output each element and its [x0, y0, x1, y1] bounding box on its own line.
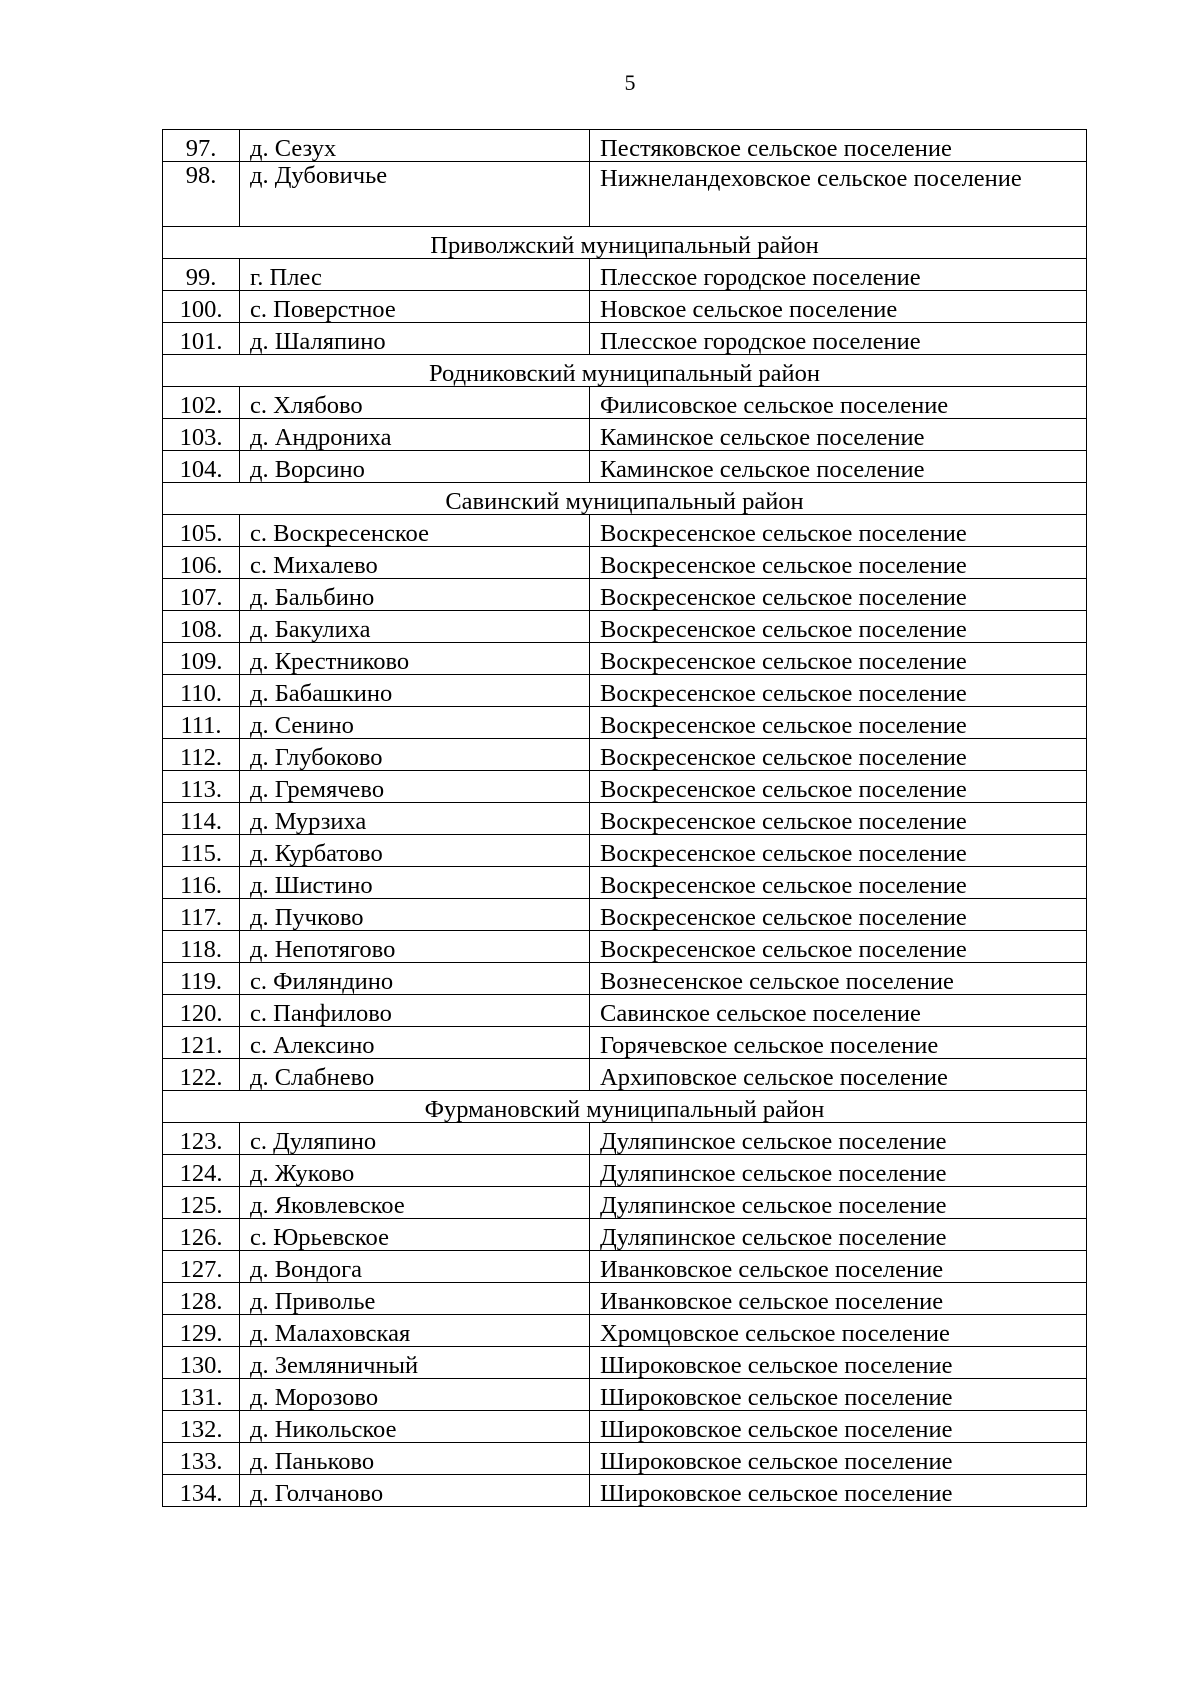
row-number: 100.: [163, 291, 240, 323]
district-heading-row: [163, 483, 1087, 515]
locality-name: д. Крестниково: [240, 643, 590, 675]
table-row: [163, 1155, 1087, 1187]
row-number: 123.: [163, 1123, 240, 1155]
table-row: [163, 675, 1087, 707]
row-number: 125.: [163, 1187, 240, 1219]
table-row: [163, 1379, 1087, 1411]
table-row: [163, 643, 1087, 675]
settlement-name: Новское сельское поселение: [590, 291, 1087, 323]
row-number: 98.: [163, 162, 240, 227]
table-row: [163, 995, 1087, 1027]
row-number: 111.: [163, 707, 240, 739]
table-row: [163, 899, 1087, 931]
settlements-table: [162, 129, 1087, 1507]
settlement-name: Воскресенское сельское поселение: [590, 835, 1087, 867]
settlement-name: Хромцовское сельское поселение: [590, 1315, 1087, 1347]
settlement-name: Савинское сельское поселение: [590, 995, 1087, 1027]
table-row: [163, 1251, 1087, 1283]
row-number: 109.: [163, 643, 240, 675]
locality-name: с. Юрьевское: [240, 1219, 590, 1251]
row-number: 127.: [163, 1251, 240, 1283]
settlement-name: Воскресенское сельское поселение: [590, 771, 1087, 803]
settlement-name: Дуляпинское сельское поселение: [590, 1123, 1087, 1155]
row-number: 133.: [163, 1443, 240, 1475]
settlement-name: Иванковское сельское поселение: [590, 1251, 1087, 1283]
row-number: 134.: [163, 1475, 240, 1507]
settlement-name: Дуляпинское сельское поселение: [590, 1187, 1087, 1219]
locality-name: с. Панфилово: [240, 995, 590, 1027]
row-number: 118.: [163, 931, 240, 963]
settlement-name: Дуляпинское сельское поселение: [590, 1155, 1087, 1187]
row-number: 117.: [163, 899, 240, 931]
district-heading-row: [163, 355, 1087, 387]
table-row: [163, 803, 1087, 835]
settlement-name: Воскресенское сельское поселение: [590, 675, 1087, 707]
locality-name: д. Земляничный: [240, 1347, 590, 1379]
settlement-name: Широковское сельское поселение: [590, 1475, 1087, 1507]
locality-name: д. Пучково: [240, 899, 590, 931]
settlement-name: Воскресенское сельское поселение: [590, 899, 1087, 931]
row-number: 106.: [163, 547, 240, 579]
settlement-name: Воскресенское сельское поселение: [590, 707, 1087, 739]
settlement-name: Плесское городское поселение: [590, 323, 1087, 355]
table-row: [163, 1475, 1087, 1507]
row-number: 115.: [163, 835, 240, 867]
locality-name: д. Никольское: [240, 1411, 590, 1443]
table-row: [163, 1315, 1087, 1347]
row-number: 113.: [163, 771, 240, 803]
row-number: 128.: [163, 1283, 240, 1315]
row-number: 124.: [163, 1155, 240, 1187]
row-number: 120.: [163, 995, 240, 1027]
settlement-name: Горячевское сельское поселение: [590, 1027, 1087, 1059]
row-number: 97.: [163, 130, 240, 162]
district-heading: Савинский муниципальный район: [163, 483, 1087, 515]
row-number: 112.: [163, 739, 240, 771]
settlement-name: Архиповское сельское поселение: [590, 1059, 1087, 1091]
page-number: 5: [624, 70, 636, 95]
locality-name: д. Морозово: [240, 1379, 590, 1411]
settlement-name: Воскресенское сельское поселение: [590, 547, 1087, 579]
locality-name: д. Паньково: [240, 1443, 590, 1475]
settlement-name: Воскресенское сельское поселение: [590, 579, 1087, 611]
district-heading-row: [163, 1091, 1087, 1123]
district-heading-row: [163, 227, 1087, 259]
locality-name: д. Малаховская: [240, 1315, 590, 1347]
row-number: 131.: [163, 1379, 240, 1411]
locality-name: д. Яковлевское: [240, 1187, 590, 1219]
settlement-name: Широковское сельское поселение: [590, 1443, 1087, 1475]
row-number: 102.: [163, 387, 240, 419]
locality-name: г. Плес: [240, 259, 590, 291]
settlement-name: Вознесенское сельское поселение: [590, 963, 1087, 995]
table-row: [163, 835, 1087, 867]
row-number: 130.: [163, 1347, 240, 1379]
locality-name: д. Шаляпино: [240, 323, 590, 355]
locality-name: д. Ворсино: [240, 451, 590, 483]
settlement-name: Широковское сельское поселение: [590, 1411, 1087, 1443]
locality-name: д. Приволье: [240, 1283, 590, 1315]
settlement-name: Воскресенское сельское поселение: [590, 611, 1087, 643]
table-row: [163, 1187, 1087, 1219]
settlement-name: Дуляпинское сельское поселение: [590, 1219, 1087, 1251]
locality-name: д. Сенино: [240, 707, 590, 739]
locality-name: д. Бальбино: [240, 579, 590, 611]
settlement-name: Воскресенское сельское поселение: [590, 739, 1087, 771]
table-row: [163, 1123, 1087, 1155]
table-row: [163, 1059, 1087, 1091]
row-number: 104.: [163, 451, 240, 483]
locality-name: д. Непотягово: [240, 931, 590, 963]
locality-name: с. Воскресенское: [240, 515, 590, 547]
table-row: [163, 771, 1087, 803]
table-row: [163, 323, 1087, 355]
row-number: 132.: [163, 1411, 240, 1443]
table-row: [163, 451, 1087, 483]
settlement-name: Филисовское сельское поселение: [590, 387, 1087, 419]
row-number: 122.: [163, 1059, 240, 1091]
settlement-name: Широковское сельское поселение: [590, 1347, 1087, 1379]
district-heading: Фурмановский муниципальный район: [163, 1091, 1087, 1123]
table-row: [163, 579, 1087, 611]
locality-name: д. Гремячево: [240, 771, 590, 803]
locality-name: с. Хлябово: [240, 387, 590, 419]
table-row: [163, 963, 1087, 995]
locality-name: д. Слабнево: [240, 1059, 590, 1091]
row-number: 121.: [163, 1027, 240, 1059]
locality-name: д. Мурзиха: [240, 803, 590, 835]
row-number: 103.: [163, 419, 240, 451]
settlement-name: Широковское сельское поселение: [590, 1379, 1087, 1411]
settlement-name: Нижнеландеховское сельское поселение: [590, 162, 1087, 227]
table-row: [163, 515, 1087, 547]
table-row: [163, 419, 1087, 451]
table-row: [163, 931, 1087, 963]
district-heading: Родниковский муниципальный район: [163, 355, 1087, 387]
settlement-name: Воскресенское сельское поселение: [590, 643, 1087, 675]
locality-name: д. Дубовичье: [240, 162, 590, 227]
row-number: 108.: [163, 611, 240, 643]
settlement-name: Воскресенское сельское поселение: [590, 867, 1087, 899]
settlement-name: Плесское городское поселение: [590, 259, 1087, 291]
row-number: 116.: [163, 867, 240, 899]
table-row: [163, 162, 1087, 227]
locality-name: д. Жуково: [240, 1155, 590, 1187]
table-row: [163, 1219, 1087, 1251]
table-row: [163, 130, 1087, 162]
table-row: [163, 867, 1087, 899]
row-number: 119.: [163, 963, 240, 995]
locality-name: д. Андрониха: [240, 419, 590, 451]
row-number: 110.: [163, 675, 240, 707]
table-row: [163, 1443, 1087, 1475]
settlement-name: Воскресенское сельское поселение: [590, 931, 1087, 963]
row-number: 99.: [163, 259, 240, 291]
table-row: [163, 259, 1087, 291]
row-number: 107.: [163, 579, 240, 611]
locality-name: д. Шистино: [240, 867, 590, 899]
locality-name: с. Михалево: [240, 547, 590, 579]
locality-name: д. Бакулиха: [240, 611, 590, 643]
settlement-name: Каминское сельское поселение: [590, 419, 1087, 451]
settlement-name: Каминское сельское поселение: [590, 451, 1087, 483]
row-number: 101.: [163, 323, 240, 355]
settlement-name: Воскресенское сельское поселение: [590, 803, 1087, 835]
locality-name: с. Филяндино: [240, 963, 590, 995]
settlement-name: Воскресенское сельское поселение: [590, 515, 1087, 547]
locality-name: д. Бабашкино: [240, 675, 590, 707]
locality-name: д. Вондога: [240, 1251, 590, 1283]
table-row: [163, 611, 1087, 643]
settlements-table-body: [163, 130, 1087, 1507]
table-row: [163, 1283, 1087, 1315]
settlement-name: Иванковское сельское поселение: [590, 1283, 1087, 1315]
table-row: [163, 707, 1087, 739]
locality-name: д. Курбатово: [240, 835, 590, 867]
settlement-name: Пестяковское сельское поселение: [590, 130, 1087, 162]
row-number: 105.: [163, 515, 240, 547]
locality-name: с. Алексино: [240, 1027, 590, 1059]
locality-name: д. Голчаново: [240, 1475, 590, 1507]
table-row: [163, 387, 1087, 419]
locality-name: с. Поверстное: [240, 291, 590, 323]
table-row: [163, 739, 1087, 771]
row-number: 129.: [163, 1315, 240, 1347]
row-number: 126.: [163, 1219, 240, 1251]
table-row: [163, 547, 1087, 579]
table-row: [163, 1411, 1087, 1443]
row-number: 114.: [163, 803, 240, 835]
table-row: [163, 1027, 1087, 1059]
locality-name: с. Дуляпино: [240, 1123, 590, 1155]
locality-name: д. Глубоково: [240, 739, 590, 771]
district-heading: Приволжский муниципальный район: [163, 227, 1087, 259]
table-row: [163, 1347, 1087, 1379]
locality-name: д. Сезух: [240, 130, 590, 162]
table-row: [163, 291, 1087, 323]
